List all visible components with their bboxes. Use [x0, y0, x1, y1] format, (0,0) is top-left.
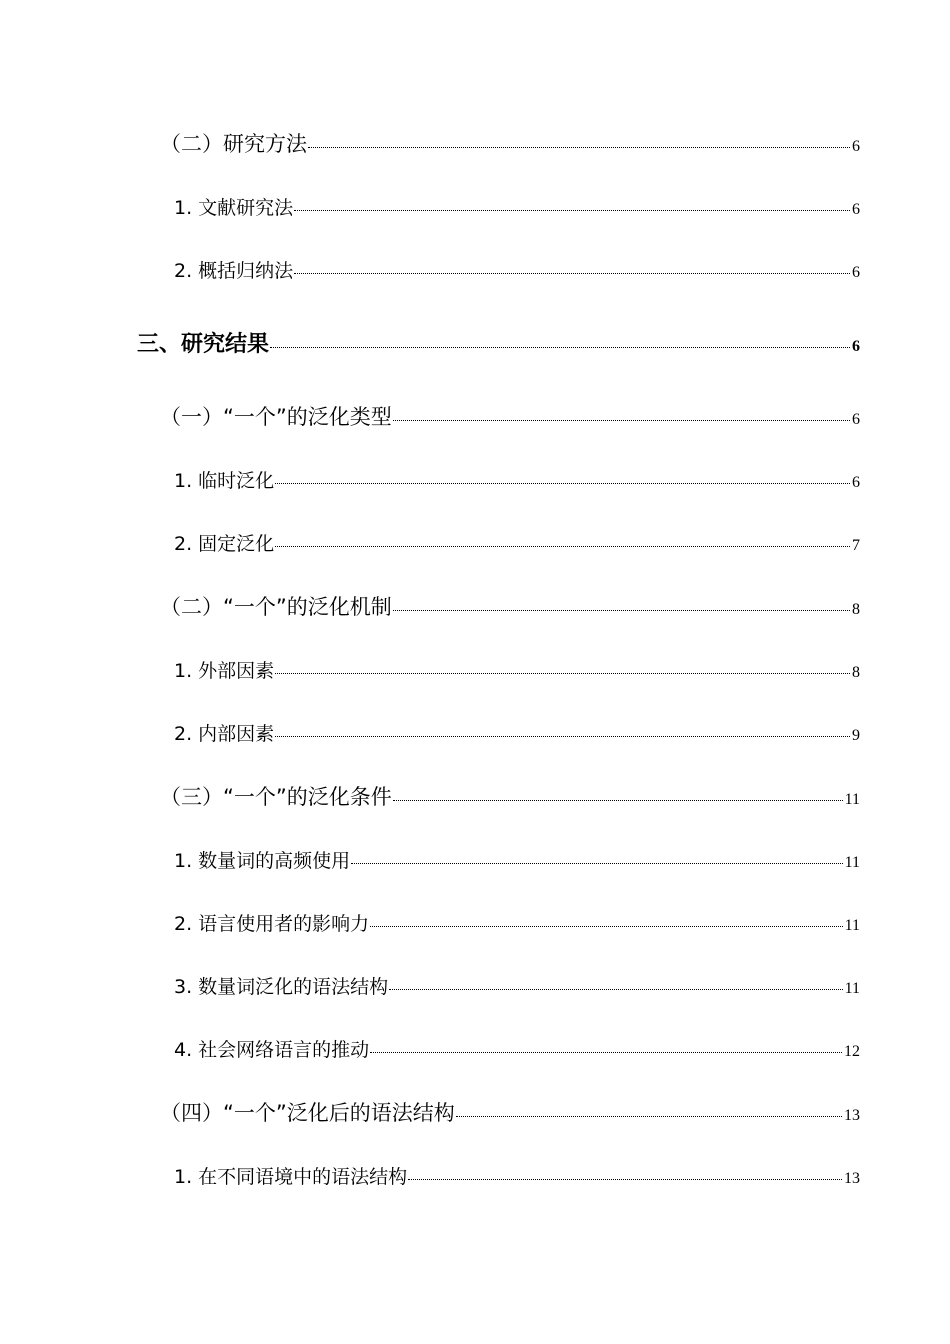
toc-entry-title: 2. 概括归纳法 — [174, 260, 294, 282]
toc-entry-title: 1. 在不同语境中的语法结构 — [174, 1166, 408, 1188]
dot-leader — [270, 347, 850, 348]
toc-entry[interactable] — [160, 401, 860, 431]
toc-entry-page: 11 — [844, 791, 860, 808]
toc-entry[interactable] — [174, 1035, 860, 1062]
toc-entry-page: 11 — [844, 980, 860, 997]
toc-entry-page: 6 — [852, 338, 860, 355]
toc-entry-page: 6 — [852, 264, 860, 281]
toc-entry-page: 9 — [852, 727, 860, 744]
dot-leader — [370, 926, 842, 927]
toc-entry-title: 1. 数量词的高频使用 — [174, 850, 351, 872]
dot-leader — [294, 273, 850, 274]
toc-entry[interactable] — [174, 256, 860, 283]
toc-entry[interactable] — [160, 128, 860, 158]
toc-entry-page: 13 — [844, 1107, 860, 1124]
dot-leader — [389, 989, 842, 990]
toc-entry-page: 7 — [852, 537, 860, 554]
toc-entry-page: 6 — [852, 138, 860, 155]
dot-leader — [393, 420, 850, 421]
toc-entry-page: 8 — [852, 664, 860, 681]
toc-entry[interactable] — [174, 909, 860, 936]
toc-entry[interactable] — [174, 656, 860, 683]
toc-entry-title: 1. 临时泛化 — [174, 470, 275, 492]
toc-entry[interactable] — [137, 327, 860, 358]
toc-entry[interactable] — [174, 529, 860, 556]
toc-entry-page: 11 — [844, 917, 860, 934]
dot-leader — [308, 147, 850, 148]
toc-entry-title: 1. 文献研究法 — [174, 197, 294, 219]
toc-entry-page: 12 — [844, 1043, 860, 1060]
toc-entry-title: （三）“一个”的泛化条件 — [160, 785, 392, 809]
dot-leader — [275, 736, 850, 737]
toc-entry[interactable] — [160, 591, 860, 621]
toc-entry[interactable] — [174, 466, 860, 493]
dot-leader — [408, 1179, 842, 1180]
dot-leader — [275, 673, 850, 674]
toc-entry-page: 6 — [852, 474, 860, 491]
toc-entry[interactable] — [160, 1097, 860, 1127]
toc-entry[interactable] — [174, 193, 860, 220]
toc-entry[interactable] — [174, 1162, 860, 1189]
toc-entry-title: 2. 内部因素 — [174, 723, 275, 745]
dot-leader — [275, 546, 850, 547]
toc-entry-title: （二）研究方法 — [160, 132, 307, 156]
toc-entry-page: 11 — [844, 854, 860, 871]
toc-entry-title: 3. 数量词泛化的语法结构 — [174, 976, 389, 998]
toc-entry[interactable] — [174, 846, 860, 873]
toc-entry-title: （四）“一个”泛化后的语法结构 — [160, 1101, 455, 1125]
toc-entry-title: （一）“一个”的泛化类型 — [160, 405, 392, 429]
toc-entry-title: 2. 固定泛化 — [174, 533, 275, 555]
dot-leader — [294, 210, 850, 211]
toc-entry-page: 8 — [852, 601, 860, 618]
toc-entry-title: 2. 语言使用者的影响力 — [174, 913, 370, 935]
toc-entry-title: （二）“一个”的泛化机制 — [160, 595, 392, 619]
toc-entry-page: 6 — [852, 411, 860, 428]
dot-leader — [370, 1052, 842, 1053]
toc-entry[interactable] — [174, 972, 860, 999]
toc-entry-title: 三、研究结果 — [137, 332, 270, 357]
dot-leader — [393, 800, 843, 801]
toc-entry-title: 1. 外部因素 — [174, 660, 275, 682]
dot-leader — [393, 610, 850, 611]
toc-entry[interactable] — [160, 781, 860, 811]
toc-entry-title: 4. 社会网络语言的推动 — [174, 1039, 370, 1061]
dot-leader — [275, 483, 850, 484]
toc-entry-page: 6 — [852, 201, 860, 218]
toc-entry-page: 13 — [844, 1170, 860, 1187]
dot-leader — [351, 863, 842, 864]
dot-leader — [456, 1116, 842, 1117]
toc-entry[interactable] — [174, 719, 860, 746]
